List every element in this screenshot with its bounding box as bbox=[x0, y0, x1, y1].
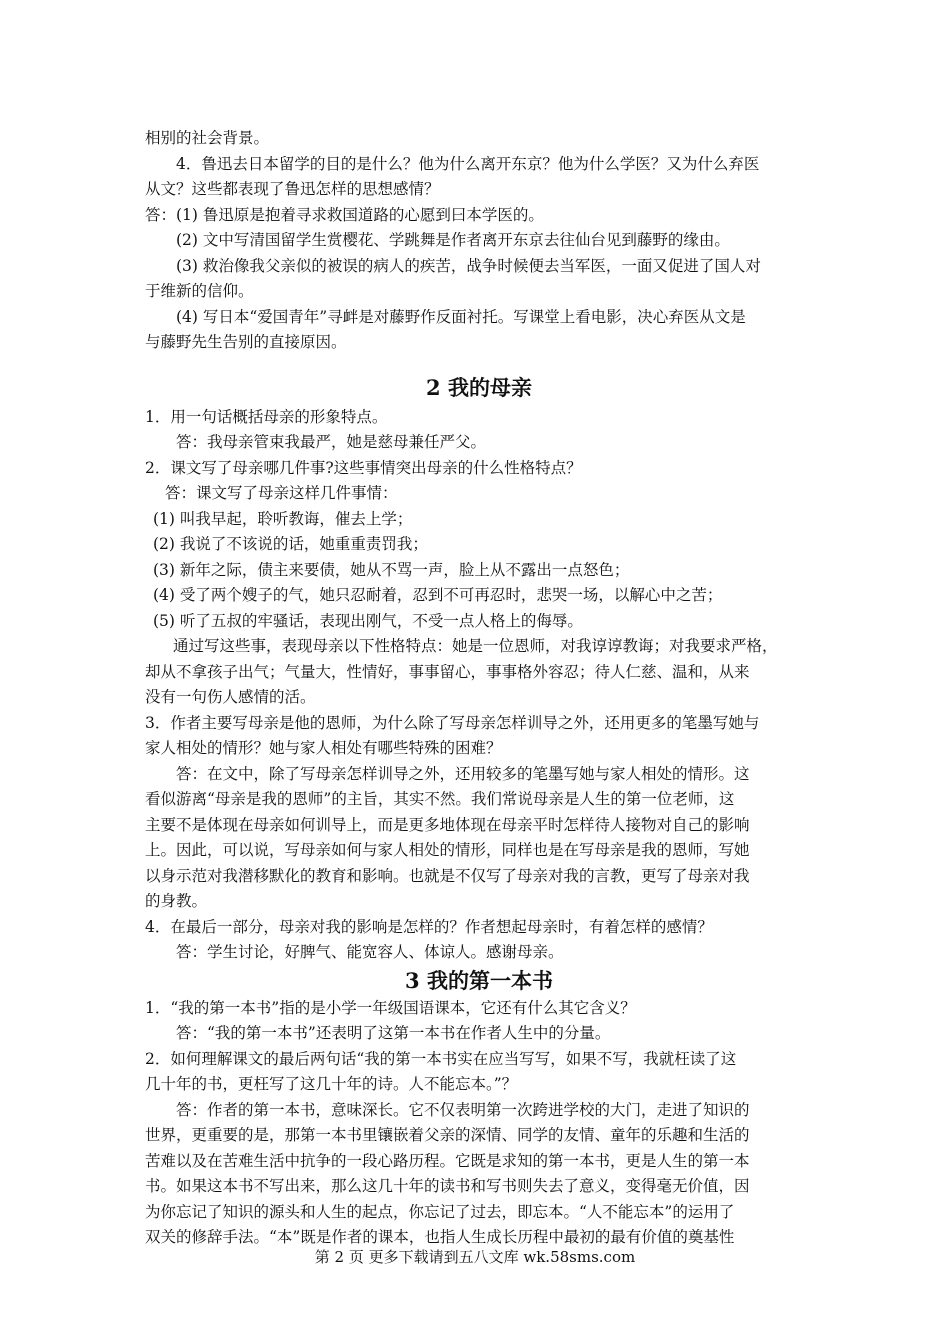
text-line: (4) 写日本“爱国青年”寻衅是对藤野作反面衬托。写课堂上看电影，决心弃医从文是 bbox=[176, 307, 746, 326]
text-line: 几十年的书，更枉写了这几十年的诗。人不能忘本。”？ bbox=[145, 1075, 518, 1093]
text-line: 答：(1) 鲁迅原是抱着寻求救国道路的心愿到曰本学医的。 bbox=[145, 205, 544, 224]
text-line: 从文？这些都表现了鲁迅怎样的思想感情？ bbox=[145, 180, 440, 198]
section-title: 2 我的母亲 bbox=[426, 374, 532, 400]
text-line: 却从不拿孩子出气；气量大，性情好，事事留心，事事格外容忍；待人仁慈、温和，从来 bbox=[145, 662, 750, 681]
text-line: 答：“我的第一本书”还表明了这第一本书在作者人生中的分量。 bbox=[176, 1024, 611, 1042]
text-line: (3) 新年之际，债主来要债，她从不骂一声，脸上从不露出一点怒色； bbox=[153, 560, 630, 579]
text-line: 2．如何理解课文的最后两句话“我的第一本书实在应当写写，如果不写，我就枉读了这 bbox=[145, 1049, 737, 1068]
text-line: 相别的社会背景。 bbox=[145, 129, 270, 147]
text-line: 答：在文中，除了写母亲怎样训导之外，还用较多的笔墨写她与家人相处的情形。这 bbox=[176, 764, 750, 783]
text-line: (3) 救治像我父亲似的被误的病人的疾苦，战争时候便去当军医，一面又促进了国人对 bbox=[176, 256, 761, 275]
text-line: 为你忘记了知识的源头和人生的起点，你忘记了过去，即忘本。“人不能忘本”的运用了 bbox=[145, 1202, 735, 1221]
text-line: 1．“我的第一本书”指的是小学一年级国语课本，它还有什么其它含义？ bbox=[145, 998, 636, 1017]
text-line: 于维新的信仰。 bbox=[145, 282, 254, 300]
text-line: 3．作者主要写母亲是他的恩师，为什么除了写母亲怎样训导之外，还用更多的笔墨写她与 bbox=[145, 713, 760, 732]
text-line: 通过写这些事，表现母亲以下性格特点：她是一位恩师，对我谆谆教诲；对我要求严格， bbox=[173, 637, 778, 655]
text-line: (5) 听了五叔的牢骚话，表现出刚气，不受一点人格上的侮辱。 bbox=[153, 611, 583, 630]
text-line: 答：学生讨论，好脾气、能宽容人、体谅人。感谢母亲。 bbox=[176, 943, 564, 961]
text-line: (4) 受了两个嫂子的气，她只忍耐着，忍到不可再忍时，悲哭一场，以解心中之苦； bbox=[153, 586, 723, 604]
text-line: 双关的修辞手法。“本”既是作者的课本，也指人生成长历程中最初的最有价值的奠基性 bbox=[145, 1228, 735, 1246]
text-line: 上。因此，可以说，写母亲如何与家人相处的情形，同样也是在写母亲是我的恩师，写她 bbox=[145, 841, 750, 859]
text-line: 以身示范对我潜移默化的教育和影响。也就是不仅写了母亲对我的言教，更写了母亲对我 bbox=[145, 866, 750, 885]
document-page bbox=[145, 126, 813, 1251]
text-line: 4．鲁迅去日本留学的目的是什么？他为什么离开东京？他为什么学医？又为什么弃医 bbox=[176, 154, 760, 173]
text-line: (2) 我说了不该说的话，她重重责罚我； bbox=[153, 535, 428, 553]
text-line: 的身教。 bbox=[145, 892, 208, 910]
text-line: 4．在最后一部分，母亲对我的影响是怎样的？作者想起母亲时，有着怎样的感情？ bbox=[145, 917, 713, 936]
text-line: 没有一句伤人感情的活。 bbox=[145, 688, 316, 706]
text-line: 世界，更重要的是，那第一本书里镶嵌着父亲的深情、同学的友情、童年的乐趣和生活的 bbox=[145, 1126, 750, 1144]
text-line: 与藤野先生告别的直接原因。 bbox=[145, 333, 347, 351]
page-footer: 第 2 页 更多下载请到五八文库 wk.58sms.com bbox=[314, 1248, 636, 1266]
text-line: 2．课文写了母亲哪几件事?这些事情突出母亲的什么性格特点？ bbox=[145, 458, 582, 477]
text-line: 家人相处的情形？她与家人相处有哪些特殊的困难？ bbox=[145, 739, 502, 757]
text-line: (2) 文中写清国留学生赏樱花、学跳舞是作者离开东京去往仙台见到藤野的缘由。 bbox=[176, 231, 730, 249]
text-line: 书。如果这本书不写出来，那么这几十年的读书和写书则失去了意义，变得毫无价值，因 bbox=[145, 1177, 750, 1195]
text-line: 答：课文写了母亲这样几件事情： bbox=[165, 484, 398, 502]
text-line: (1) 叫我早起，聆听教诲，催去上学； bbox=[153, 509, 413, 528]
text-line: 答：作者的第一本书，意味深长。它不仅表明第一次跨进学校的大门，走进了知识的 bbox=[176, 1100, 750, 1119]
text-line: 看似游离“母亲是我的恩师”的主旨，其实不然。我们常说母亲是人生的第一位老师，这 bbox=[145, 790, 735, 808]
section-title: 3 我的第一本书 bbox=[405, 967, 553, 993]
text-line: 苦难以及在苦难生活中抗争的一段心路历程。它既是求知的第一本书，更是人生的第一本 bbox=[145, 1151, 750, 1170]
text-line: 答：我母亲管束我最严，她是慈母兼任严父。 bbox=[176, 433, 487, 451]
text-line: 主要不是体现在母亲如何训导上，而是更多地体现在母亲平时怎样待人接物对自己的影响 bbox=[145, 815, 750, 834]
text-line: 1．用一句话概括母亲的形象特点。 bbox=[145, 407, 388, 426]
